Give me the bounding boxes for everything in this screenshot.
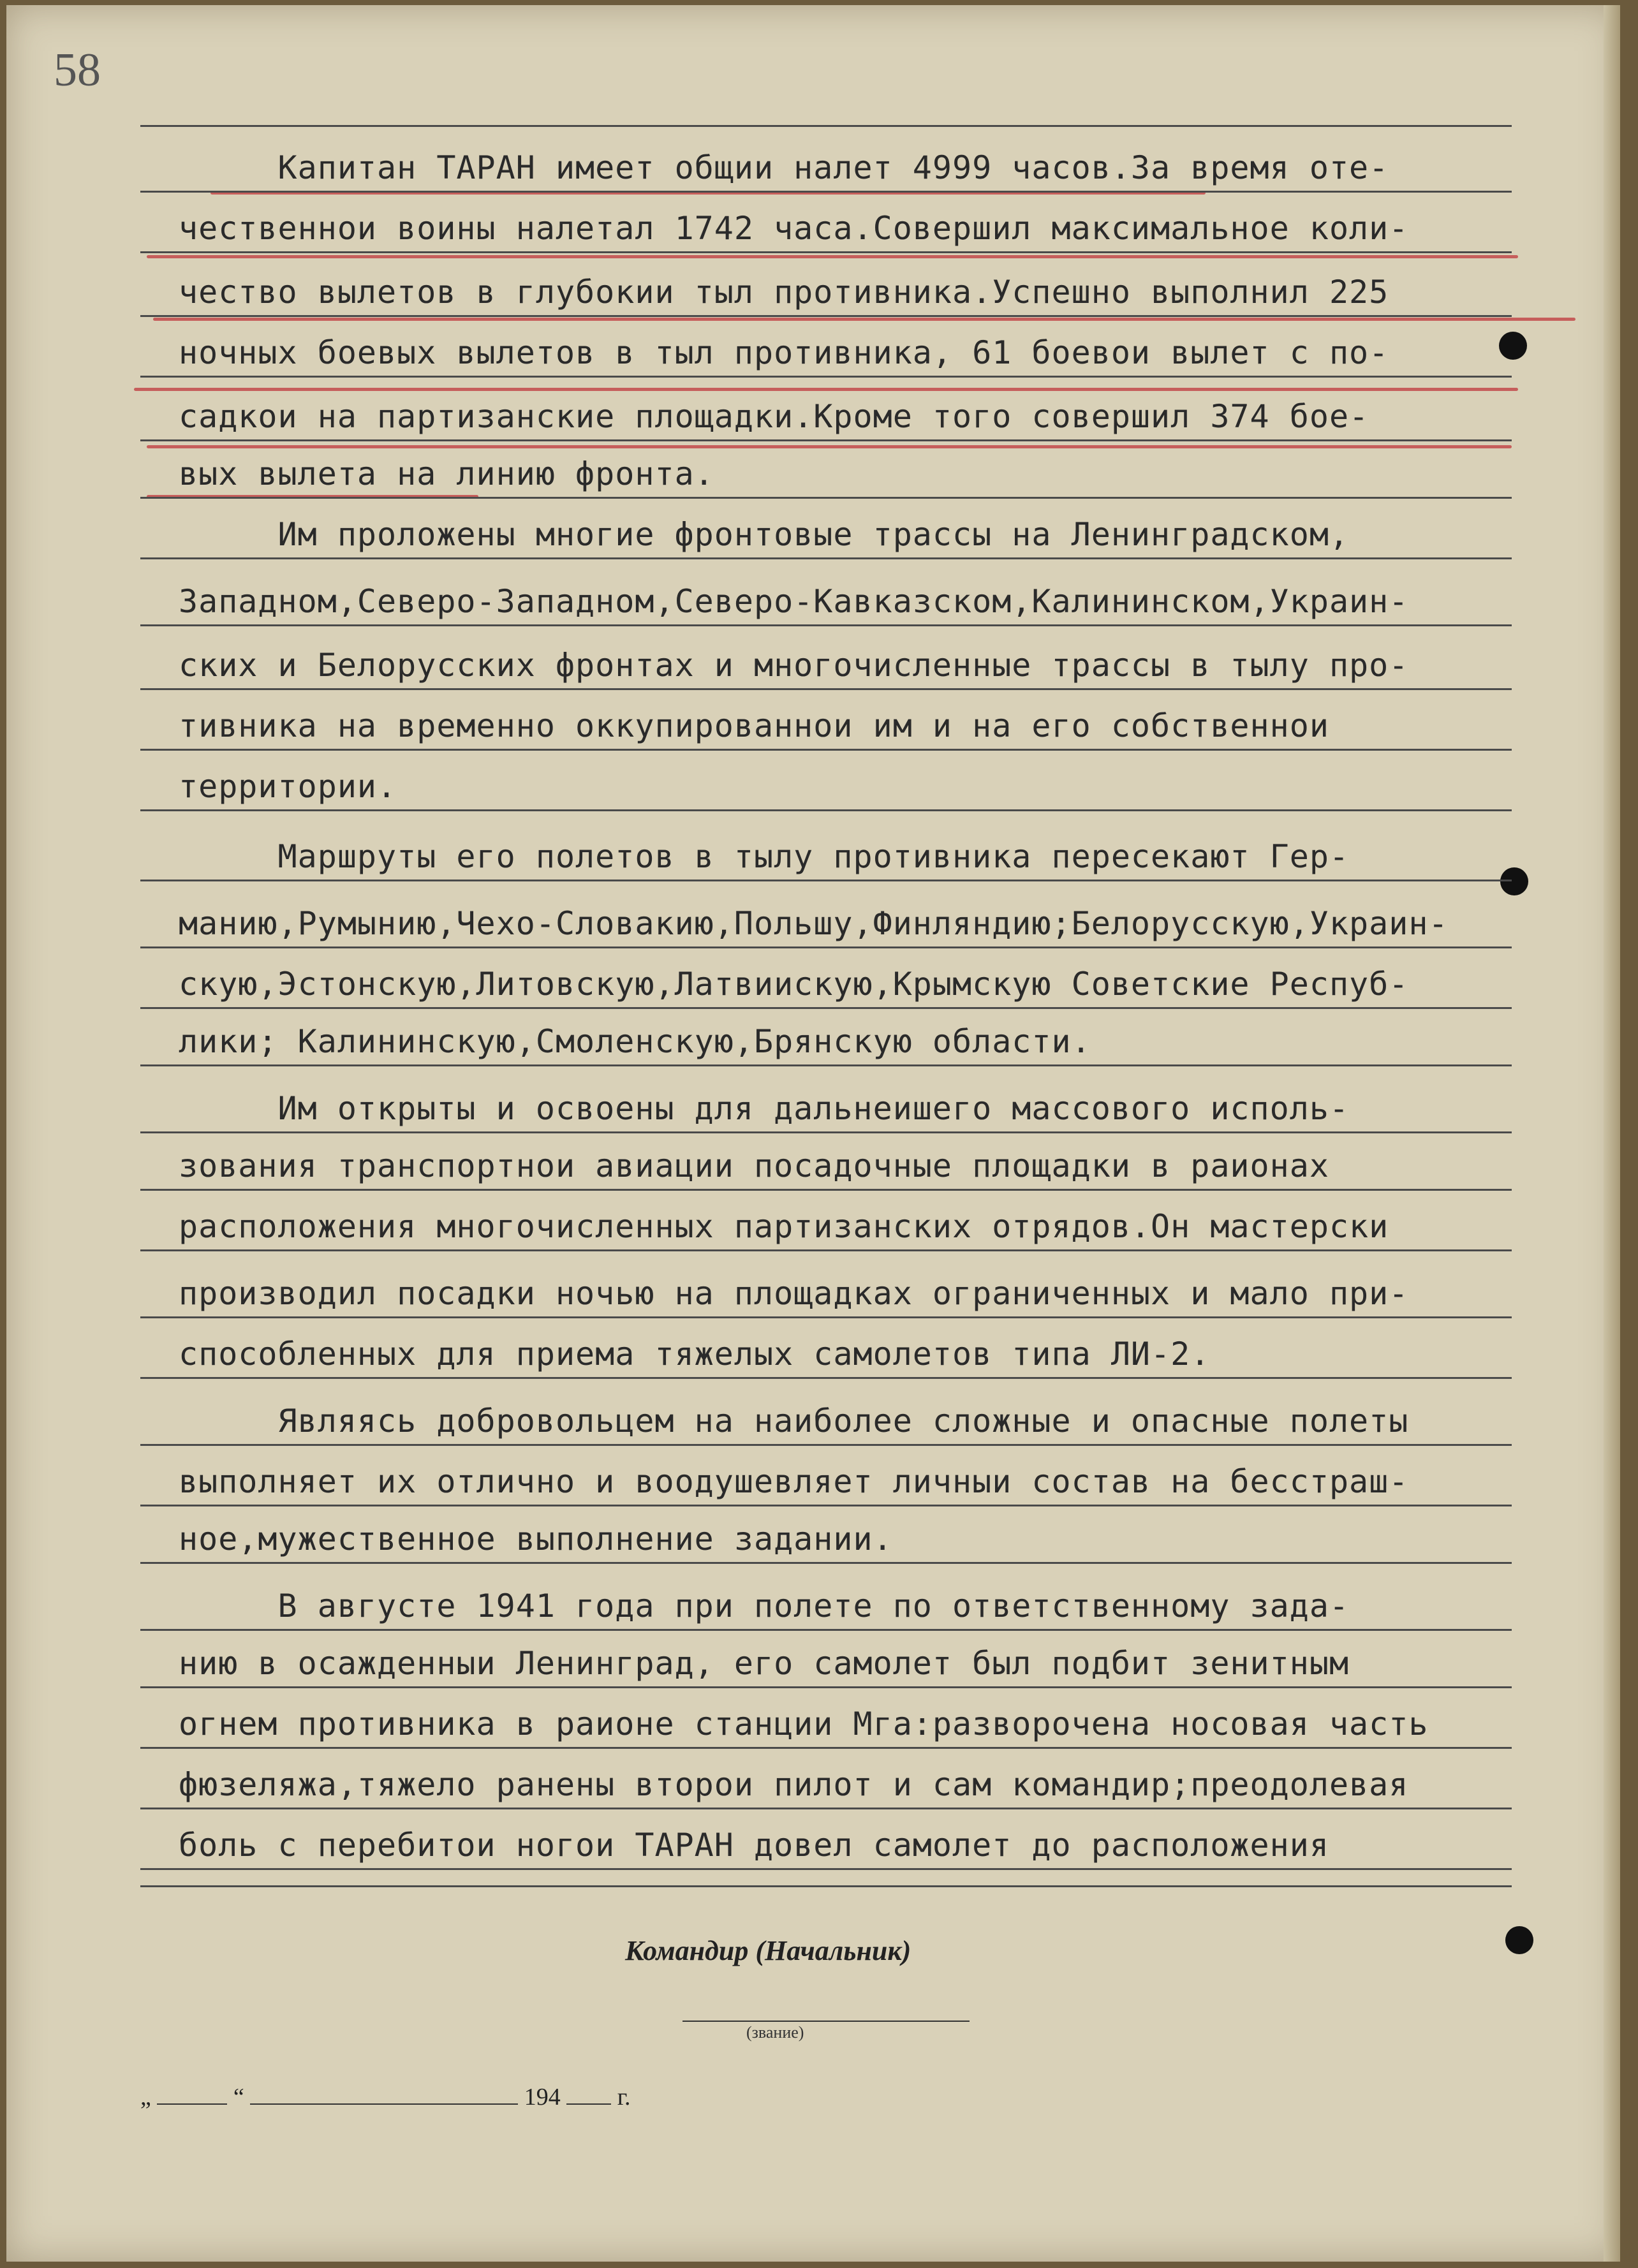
page-spine (1604, 5, 1620, 2262)
text-line: садкои на партизанские площадки.Кроме того совершил 374 бое- (179, 398, 1369, 435)
text-line: чественнои воины налетал 1742 часа.Совершил максимальное коли- (179, 210, 1409, 247)
text-line: вых вылета на линию фронта. (179, 455, 714, 492)
date-quote-mid: “ (233, 2084, 244, 2110)
ruled-line (140, 946, 1512, 948)
text-line: Капитан ТАРАН имеет общии налет 4999 часов.За время оте- (179, 149, 1389, 186)
text-line: боль с перебитои ногои ТАРАН довел самолет до расположения (179, 1827, 1329, 1864)
ruled-line (140, 1444, 1512, 1446)
text-line: чество вылетов в глубокии тыл противника.Успешно выполнил 225 (179, 274, 1389, 311)
text-line: Западном,Северо-Западном,Северо-Кавказском,Калининском,Украин- (179, 583, 1409, 620)
red-underline (147, 255, 1518, 258)
text-line: манию,Румынию,Чехо-Словакию,Польшу,Финляндию;Белорусскую,Украин- (179, 905, 1449, 942)
footer-commander-label: Командир (Начальник) (625, 1935, 911, 1966)
ruled-line (140, 1808, 1512, 1809)
text-line: ночных боевых вылетов в тыл противника, 61 боевои вылет с по- (179, 334, 1389, 371)
ruled-line (140, 497, 1512, 499)
text-line: Маршруты его полетов в тылу противника пересекают Гер- (179, 838, 1350, 875)
ruled-line (140, 557, 1512, 559)
ruled-line (140, 1686, 1512, 1688)
ruled-line (140, 1131, 1512, 1133)
ruled-line (140, 1064, 1512, 1066)
ruled-line (140, 688, 1512, 690)
footer-date-line (140, 2083, 631, 2111)
ruled-line (140, 376, 1512, 378)
ruled-line (140, 439, 1512, 441)
ruled-line (140, 1629, 1512, 1631)
red-underline (153, 318, 1575, 321)
binder-hole (1499, 332, 1527, 360)
text-line: выполняет их отлично и воодушевляет личныи состав на бесстраш- (179, 1463, 1409, 1500)
text-line: производил посадки ночью на площадках ограниченных и мало при- (179, 1275, 1409, 1312)
ruled-line (140, 1562, 1512, 1564)
ruled-line (140, 251, 1512, 253)
text-line: фюзеляжа,тяжело ранены второи пилот и сам командир;преодолевая (179, 1766, 1409, 1803)
date-year-prefix: 194 (524, 2084, 561, 2110)
text-line: лики; Калининскую,Смоленскую,Брянскую области. (179, 1023, 1091, 1060)
binder-hole (1505, 1926, 1533, 1954)
ruled-line (140, 1007, 1512, 1009)
ruled-line (140, 1316, 1512, 1318)
footer-rank-caption: (звание) (746, 2023, 804, 2042)
ruled-line (140, 749, 1512, 751)
ruled-line (140, 1747, 1512, 1749)
text-line: скую,Эстонскую,Литовскую,Латвиискую,Крымскую Советские Респуб- (179, 966, 1409, 1003)
ruled-line (140, 191, 1512, 193)
text-line: зования транспортнои авиации посадочные площадки в раионах (179, 1147, 1329, 1184)
ruled-line (140, 1885, 1512, 1887)
page-number: 58 (54, 44, 101, 96)
ruled-line (140, 809, 1512, 811)
document-page (6, 5, 1620, 2262)
text-line: Им открыты и освоены для дальнеишего массового исполь- (179, 1090, 1350, 1127)
binder-hole (1500, 867, 1528, 895)
ruled-line (140, 1377, 1512, 1379)
text-line: территории. (179, 768, 397, 805)
ruled-line (140, 315, 1512, 317)
text-line: способленных для приема тяжелых самолетов типа ЛИ-2. (179, 1336, 1211, 1373)
ruled-line (140, 1505, 1512, 1506)
red-underline (134, 388, 1518, 391)
text-line: тивника на временно оккупированнои им и на его собственнои (179, 707, 1329, 744)
ruled-line (140, 1868, 1512, 1870)
text-line: Им проложены многие фронтовые трассы на Ленинградском, (179, 516, 1350, 553)
footer-rank-rule (682, 2021, 970, 2022)
red-underline (147, 445, 1512, 448)
text-line: ских и Белорусских фронтах и многочисленные трассы в тылу про- (179, 647, 1409, 684)
text-line: нию в осажденныи Ленинград, его самолет был подбит зенитным (179, 1645, 1350, 1682)
ruled-line (140, 125, 1512, 127)
ruled-line (140, 1249, 1512, 1251)
date-quote-open: „ (140, 2084, 151, 2110)
text-line: огнем противника в раионе станции Мга:разворочена носовая часть (179, 1705, 1429, 1742)
text-line: В августе 1941 года при полете по ответственному зада- (179, 1587, 1350, 1624)
text-line: расположения многочисленных партизанских отрядов.Он мастерски (179, 1208, 1389, 1245)
ruled-line (140, 624, 1512, 626)
ruled-line (140, 1189, 1512, 1191)
text-line: ное,мужественное выполнение задании. (179, 1521, 893, 1557)
text-line: Являясь добровольцем на наиболее сложные и опасные полеты (179, 1403, 1409, 1440)
ruled-line (140, 880, 1512, 881)
date-year-suffix: г. (617, 2084, 631, 2110)
